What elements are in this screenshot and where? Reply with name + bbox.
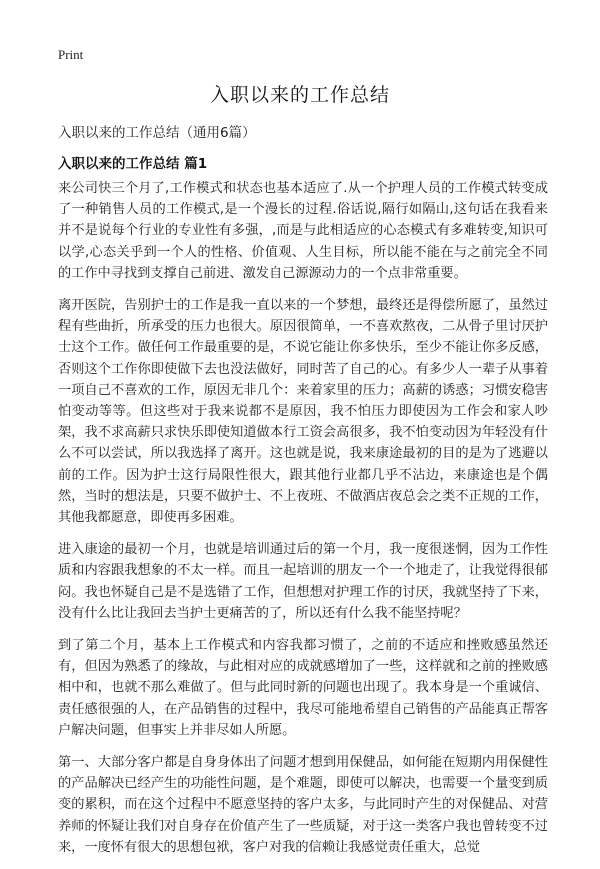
print-link[interactable]: Print [58, 47, 84, 62]
page-title: 入职以来的工作总结 [209, 84, 390, 106]
document-subtitle: 入职以来的工作总结（通用6篇） [58, 125, 256, 141]
paragraph: 来公司快三个月了,工作模式和状态也基本适应了.从一个护理人员的工作模式转变成了一种销售人员的工作模式,是一个漫长的过程.俗话说,隔行如隔山,这句话在我看来并不是说每个行业的专业性有多强，,而是与此相适应的心态模式有多难转变,知识可以学,心态关乎到一个人的性格、价值观、人生目标，所以能不能在与之前完全不同的工作中寻找到支撑自己前进、激发自己源源动力的一个点非常重要。 [58, 181, 548, 281]
paragraph: 进入康途的最初一个月，也就是培训通过后的第一个月，我一度很迷惘，因为工作性质和内容跟我想象的不太一样。而且一起培训的朋友一个一个地走了，让我觉得很郁闷。我也怀疑自己是不是选错了工作，但想想对护理工作的讨厌，我就坚持了下来，没有什么比让我回去当护士更痛苦的了，所以还有什么我不能坚持呢？ [58, 542, 548, 621]
paragraph: 第一、大部分客户都是自身身体出了问题才想到用保健品，如何能在短期内用保健性的产品解决已经产生的功能性问题，是个难题，即使可以解决，也需要一个量变到质变的累积，而在这个过程中不愿意坚持的客户太多，与此同时产生的对保健品、对营养师的怀疑让我们对自身存在价值产生了一些质疑，对于这一类客户我也曾转变不过来，一度怀有很大的思想包袱，客户对我的信赖让我感觉责任重大，总觉 [58, 755, 548, 855]
section-heading: 入职以来的工作总结 篇1 [58, 156, 208, 172]
paragraph: 离开医院，告别护士的工作是我一直以来的一个梦想，最终还是得偿所愿了，虽然过程有些曲折，所承受的压力也很大。原因很简单，一不喜欢熬夜，二从骨子里讨厌护士这个工作。做任何工作最重要的是，不说它能让你多快乐，至少不能让你多反感，否则这个工作你即使做下去也没法做好，同时苦了自己的心。有多少人一辈子从事着一项自己不喜欢的工作，原因无非几个：来着家里的压力；高薪的诱惑；习惯安稳害怕变动等等。但这些对于我来说都不是原因，我不怕压力即使因为工作会和家人吵架，我不求高薪只求快乐即使知道做本行工资会高很多，我不怕变动因为年轻没有什么不可以尝试，所以我选择了离开。这也就是说，我来康途最初的目的是为了逃避以前的工作。因为护士这行局限性很大，跟其他行业都几乎不沾边，来康途也是个偶然，当时的想法是，只要不做护士、不上夜班、不做酒店夜总会之类不正规的工作，其他我都愿意，即使再多困难。 [58, 298, 548, 526]
article-body [58, 178, 548, 869]
paragraph: 到了第二个月，基本上工作模式和内容我都习惯了，之前的不适应和挫败感虽然还有，但因为熟悉了的缘故，与此相对应的成就感增加了一些，这样就和之前的挫败感相中和，也就不那么难做了。但与此同时新的问题也出现了。我本身是一个重诚信、责任感很强的人，在产品销售的过程中，我尽可能地希望自己销售的产品能真正帮客户解决问题，但事实上并非尽如人所愿。 [58, 638, 548, 738]
